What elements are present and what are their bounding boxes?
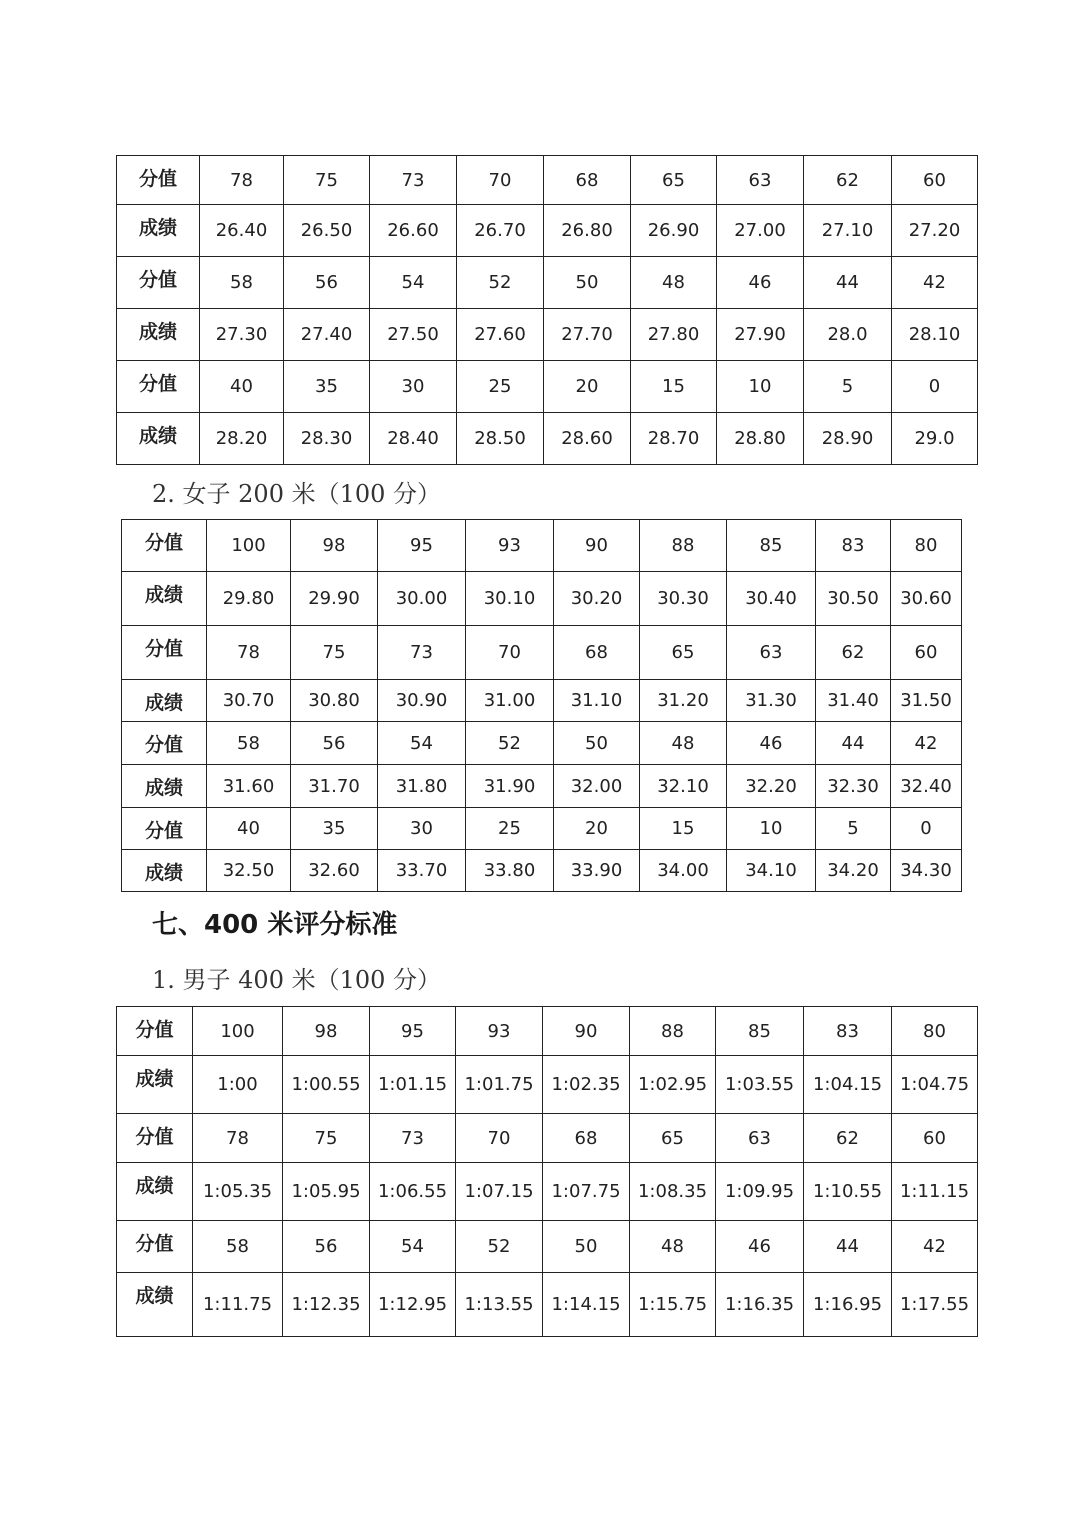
table-row (117, 156, 978, 205)
table-cell: 28.90 (804, 413, 892, 465)
table-cell: 62 (816, 626, 891, 680)
table-row (122, 572, 962, 626)
table-cell: 31.80 (378, 765, 466, 808)
table-cell: 100 (193, 1007, 283, 1056)
table-cell: 1:12.95 (370, 1273, 456, 1337)
table-row (122, 722, 962, 765)
table-cell: 80 (892, 1007, 978, 1056)
table-cell: 73 (370, 156, 457, 205)
row-label: 成绩 (117, 1056, 193, 1114)
table-cell: 65 (631, 156, 717, 205)
table-cell: 32.50 (207, 850, 291, 892)
table-cell: 1:04.75 (892, 1056, 978, 1114)
table-cell: 44 (804, 1221, 892, 1273)
table-cell: 75 (291, 626, 378, 680)
table-cell: 34.30 (891, 850, 962, 892)
table-cell: 42 (891, 722, 962, 765)
table-cell: 48 (640, 722, 727, 765)
table-cell: 50 (544, 257, 631, 309)
men-400m-heading: 1. 男子 400 米（100 分） (152, 966, 442, 994)
table-cell: 28.50 (457, 413, 544, 465)
table-cell: 68 (554, 626, 640, 680)
table-cell: 60 (892, 156, 978, 205)
table-cell: 1:00.55 (283, 1056, 370, 1114)
table-cell: 46 (727, 722, 816, 765)
table-cell: 90 (554, 520, 640, 572)
table-row (117, 257, 978, 309)
table-cell: 1:17.55 (892, 1273, 978, 1337)
table-row (122, 626, 962, 680)
table-cell: 25 (466, 808, 554, 850)
table-cell: 28.80 (717, 413, 804, 465)
table-cell: 1:11.15 (892, 1163, 978, 1221)
table-cell: 52 (456, 1221, 543, 1273)
table-row (117, 1114, 978, 1163)
table-cell: 31.10 (554, 680, 640, 722)
table-row (117, 309, 978, 361)
table-cell: 1:15.75 (630, 1273, 716, 1337)
table-cell: 46 (716, 1221, 804, 1273)
table-cell: 1:11.75 (193, 1273, 283, 1337)
table-cell: 95 (378, 520, 466, 572)
table-cell: 31.20 (640, 680, 727, 722)
table-cell: 42 (892, 1221, 978, 1273)
table-cell: 27.30 (200, 309, 284, 361)
table-row (122, 680, 962, 722)
table-cell: 28.20 (200, 413, 284, 465)
table-cell: 32.00 (554, 765, 640, 808)
table-cell: 1:14.15 (543, 1273, 630, 1337)
table-cell: 28.30 (284, 413, 370, 465)
table-cell: 50 (554, 722, 640, 765)
table-cell: 10 (727, 808, 816, 850)
row-label: 分值 (117, 1114, 193, 1163)
table-cell: 15 (640, 808, 727, 850)
table-cell: 31.40 (816, 680, 891, 722)
table-cell: 32.40 (891, 765, 962, 808)
table-row (117, 1007, 978, 1056)
table-cell: 54 (370, 1221, 456, 1273)
table-cell: 73 (370, 1114, 456, 1163)
table-cell: 48 (631, 257, 717, 309)
table-cell: 44 (816, 722, 891, 765)
table-cell: 5 (804, 361, 892, 413)
table-cell: 0 (892, 361, 978, 413)
table-cell: 1:09.95 (716, 1163, 804, 1221)
table-cell: 78 (207, 626, 291, 680)
table-row (117, 1221, 978, 1273)
table-cell: 30.10 (466, 572, 554, 626)
table-cell: 83 (816, 520, 891, 572)
table-cell: 44 (804, 257, 892, 309)
table-cell: 30.80 (291, 680, 378, 722)
table-cell: 1:05.95 (283, 1163, 370, 1221)
table-cell: 34.20 (816, 850, 891, 892)
table-cell: 34.10 (727, 850, 816, 892)
table-cell: 1:04.15 (804, 1056, 892, 1114)
row-label: 成绩 (117, 205, 200, 257)
table-cell: 31.60 (207, 765, 291, 808)
table-cell: 1:10.55 (804, 1163, 892, 1221)
table-cell: 60 (892, 1114, 978, 1163)
table-cell: 88 (640, 520, 727, 572)
row-label: 成绩 (122, 765, 207, 808)
table-row (122, 808, 962, 850)
table-cell: 65 (630, 1114, 716, 1163)
table-cell: 78 (193, 1114, 283, 1163)
table-cell: 33.80 (466, 850, 554, 892)
table-row (117, 1163, 978, 1221)
table-cell: 31.30 (727, 680, 816, 722)
table-cell: 26.60 (370, 205, 457, 257)
row-label: 分值 (122, 520, 207, 572)
table-cell: 1:05.35 (193, 1163, 283, 1221)
table-cell: 70 (456, 1114, 543, 1163)
table-cell: 27.00 (717, 205, 804, 257)
row-label: 分值 (117, 257, 200, 309)
row-label: 分值 (117, 1007, 193, 1056)
table-cell: 1:13.55 (456, 1273, 543, 1337)
table-row (122, 765, 962, 808)
table-cell: 30 (378, 808, 466, 850)
table-cell: 25 (457, 361, 544, 413)
table-cell: 26.90 (631, 205, 717, 257)
table-cell: 58 (193, 1221, 283, 1273)
table-cell: 31.90 (466, 765, 554, 808)
table-cell: 30.70 (207, 680, 291, 722)
table-cell: 98 (291, 520, 378, 572)
table-cell: 62 (804, 156, 892, 205)
women-200m-table (121, 519, 962, 892)
table-cell: 63 (716, 1114, 804, 1163)
table-cell: 35 (291, 808, 378, 850)
table-cell: 50 (543, 1221, 630, 1273)
table-cell: 58 (207, 722, 291, 765)
table-row (117, 1056, 978, 1114)
table-cell: 54 (370, 257, 457, 309)
table-cell: 40 (200, 361, 284, 413)
table-cell: 28.10 (892, 309, 978, 361)
table-cell: 15 (631, 361, 717, 413)
row-label: 分值 (117, 1221, 193, 1273)
table-cell: 26.40 (200, 205, 284, 257)
table-cell: 1:06.55 (370, 1163, 456, 1221)
table-cell: 31.00 (466, 680, 554, 722)
table-row (117, 413, 978, 465)
table-cell: 75 (284, 156, 370, 205)
score-table-continued (116, 155, 978, 465)
table-cell: 35 (284, 361, 370, 413)
row-label: 成绩 (117, 413, 200, 465)
table-cell: 0 (891, 808, 962, 850)
table-cell: 1:16.95 (804, 1273, 892, 1337)
table-cell: 1:07.15 (456, 1163, 543, 1221)
table-cell: 1:08.35 (630, 1163, 716, 1221)
table-cell: 90 (543, 1007, 630, 1056)
table-cell: 27.90 (717, 309, 804, 361)
table-cell: 68 (543, 1114, 630, 1163)
table-cell: 56 (284, 257, 370, 309)
table-cell: 27.60 (457, 309, 544, 361)
table-cell: 28.0 (804, 309, 892, 361)
table-cell: 32.60 (291, 850, 378, 892)
row-label: 分值 (122, 722, 207, 765)
table-cell: 33.90 (554, 850, 640, 892)
table-row (117, 361, 978, 413)
women-200m-heading: 2. 女子 200 米（100 分） (152, 480, 442, 508)
table-cell: 42 (892, 257, 978, 309)
row-label: 成绩 (117, 1163, 193, 1221)
table-cell: 27.70 (544, 309, 631, 361)
table-cell: 1:00 (193, 1056, 283, 1114)
table-cell: 83 (804, 1007, 892, 1056)
row-label: 成绩 (117, 309, 200, 361)
table-cell: 93 (466, 520, 554, 572)
table-cell: 70 (466, 626, 554, 680)
table-cell: 1:02.95 (630, 1056, 716, 1114)
table-cell: 31.50 (891, 680, 962, 722)
table-cell: 52 (457, 257, 544, 309)
table-cell: 10 (717, 361, 804, 413)
table-cell: 100 (207, 520, 291, 572)
table-cell: 27.80 (631, 309, 717, 361)
table-cell: 58 (200, 257, 284, 309)
table-cell: 32.20 (727, 765, 816, 808)
table-cell: 30.50 (816, 572, 891, 626)
table-cell: 78 (200, 156, 284, 205)
table-cell: 48 (630, 1221, 716, 1273)
table-cell: 31.70 (291, 765, 378, 808)
table-cell: 29.80 (207, 572, 291, 626)
table-cell: 56 (283, 1221, 370, 1273)
table-cell: 27.10 (804, 205, 892, 257)
table-cell: 1:02.35 (543, 1056, 630, 1114)
table-cell: 75 (283, 1114, 370, 1163)
table-cell: 30.20 (554, 572, 640, 626)
table-cell: 20 (554, 808, 640, 850)
table-cell: 65 (640, 626, 727, 680)
table-cell: 27.50 (370, 309, 457, 361)
table-cell: 30.60 (891, 572, 962, 626)
table-cell: 30 (370, 361, 457, 413)
table-cell: 30.40 (727, 572, 816, 626)
table-cell: 1:01.75 (456, 1056, 543, 1114)
table-cell: 63 (727, 626, 816, 680)
table-cell: 63 (717, 156, 804, 205)
table-cell: 80 (891, 520, 962, 572)
table-cell: 95 (370, 1007, 456, 1056)
table-cell: 29.0 (892, 413, 978, 465)
table-cell: 30.00 (378, 572, 466, 626)
row-label: 成绩 (117, 1273, 193, 1337)
table-cell: 26.80 (544, 205, 631, 257)
table-cell: 70 (457, 156, 544, 205)
row-label: 分值 (117, 156, 200, 205)
table-cell: 85 (716, 1007, 804, 1056)
table-cell: 56 (291, 722, 378, 765)
table-cell: 30.30 (640, 572, 727, 626)
table-row (122, 850, 962, 892)
table-row (117, 1273, 978, 1337)
table-cell: 20 (544, 361, 631, 413)
table-cell: 54 (378, 722, 466, 765)
table-cell: 1:03.55 (716, 1056, 804, 1114)
men-400m-table (116, 1006, 978, 1337)
table-cell: 68 (544, 156, 631, 205)
table-cell: 32.30 (816, 765, 891, 808)
table-cell: 27.40 (284, 309, 370, 361)
table-cell: 33.70 (378, 850, 466, 892)
section-400m-heading: 七、400 米评分标准 (152, 910, 398, 940)
table-cell: 27.20 (892, 205, 978, 257)
table-cell: 34.00 (640, 850, 727, 892)
table-cell: 73 (378, 626, 466, 680)
table-cell: 1:01.15 (370, 1056, 456, 1114)
table-cell: 5 (816, 808, 891, 850)
row-label: 分值 (122, 626, 207, 680)
table-cell: 52 (466, 722, 554, 765)
table-cell: 28.60 (544, 413, 631, 465)
table-cell: 28.40 (370, 413, 457, 465)
table-cell: 88 (630, 1007, 716, 1056)
table-cell: 30.90 (378, 680, 466, 722)
table-cell: 60 (891, 626, 962, 680)
table-cell: 40 (207, 808, 291, 850)
table-cell: 28.70 (631, 413, 717, 465)
row-label: 成绩 (122, 680, 207, 722)
row-label: 成绩 (122, 572, 207, 626)
table-cell: 98 (283, 1007, 370, 1056)
row-label: 分值 (122, 808, 207, 850)
table-cell: 1:12.35 (283, 1273, 370, 1337)
table-cell: 85 (727, 520, 816, 572)
table-row (117, 205, 978, 257)
table-cell: 46 (717, 257, 804, 309)
table-cell: 1:16.35 (716, 1273, 804, 1337)
row-label: 成绩 (122, 850, 207, 892)
table-cell: 32.10 (640, 765, 727, 808)
table-cell: 93 (456, 1007, 543, 1056)
table-cell: 29.90 (291, 572, 378, 626)
table-cell: 26.70 (457, 205, 544, 257)
table-cell: 1:07.75 (543, 1163, 630, 1221)
table-cell: 62 (804, 1114, 892, 1163)
row-label: 分值 (117, 361, 200, 413)
table-row (122, 520, 962, 572)
table-cell: 26.50 (284, 205, 370, 257)
